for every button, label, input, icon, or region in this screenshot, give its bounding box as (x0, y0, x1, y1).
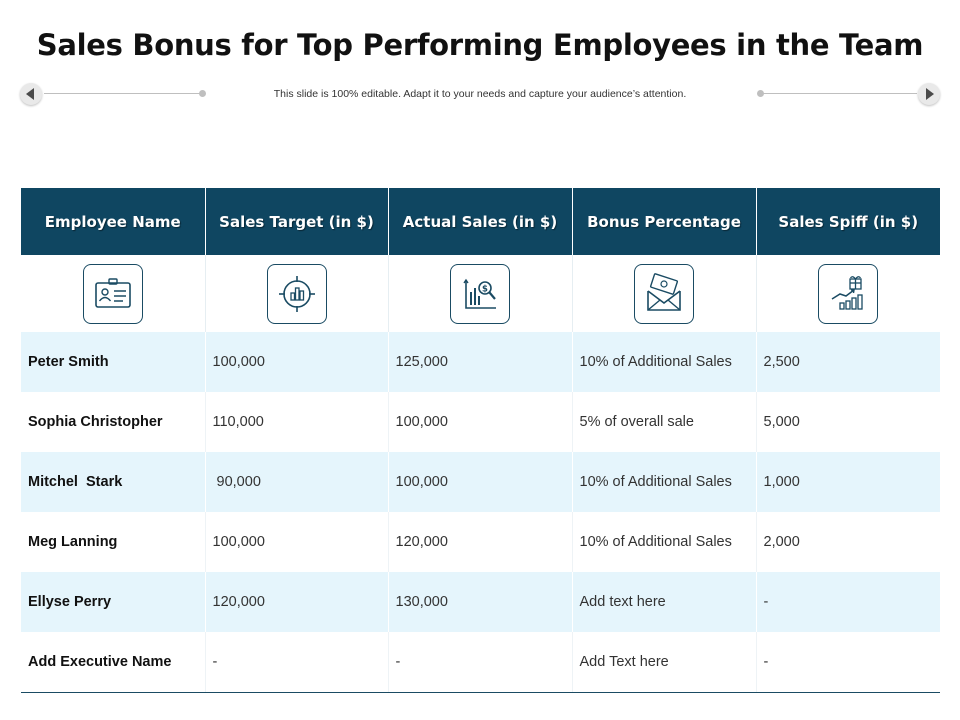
sales-spiff-cell: 1,000 (756, 452, 940, 512)
employee-name-cell: Meg Lanning (21, 512, 205, 572)
next-button[interactable] (918, 83, 940, 105)
actual-sales-cell: 100,000 (388, 392, 572, 452)
slide-subtitle: This slide is 100% editable. Adapt it to your needs and capture your audience’s attention. (273, 88, 687, 100)
sales-target-cell: 110,000 (205, 392, 388, 452)
subtitle-bar (0, 80, 960, 108)
sales-target-cell: 120,000 (205, 572, 388, 632)
table-row (21, 512, 940, 572)
table-row (21, 332, 940, 392)
sales-target-cell: 100,000 (205, 512, 388, 572)
table-header-row (21, 188, 940, 255)
money-envelope-icon (634, 264, 694, 324)
header-actual-sales: Actual Sales (in $) (388, 188, 572, 255)
sales-target-cell: 90,000 (205, 452, 388, 512)
employee-name-cell: Mitchel Stark (21, 452, 205, 512)
bonus-percentage-cell: 10% of Additional Sales (572, 512, 756, 572)
sales-analysis-icon (450, 264, 510, 324)
employee-name-cell: Add Executive Name (21, 632, 205, 693)
sales-target-cell: - (205, 632, 388, 693)
divider-line-right (761, 93, 917, 94)
svg-text:$: $ (482, 284, 488, 294)
bonus-percentage-cell: Add text here (572, 572, 756, 632)
actual-sales-cell: 120,000 (388, 512, 572, 572)
header-bonus-percentage: Bonus Percentage (572, 188, 756, 255)
sales-bonus-table (21, 188, 940, 693)
id-card-icon (83, 264, 143, 324)
slide-title: Sales Bonus for Top Performing Employees in the Team (36, 28, 924, 62)
header-sales-spiff: Sales Spiff (in $) (756, 188, 940, 255)
sales-spiff-cell: - (756, 632, 940, 693)
employee-name-cell: Ellyse Perry (21, 572, 205, 632)
bonus-percentage-cell: 5% of overall sale (572, 392, 756, 452)
growth-gift-icon (818, 264, 878, 324)
actual-sales-cell: 130,000 (388, 572, 572, 632)
sales-spiff-cell: - (756, 572, 940, 632)
actual-sales-cell: - (388, 632, 572, 693)
bonus-percentage-cell: 10% of Additional Sales (572, 452, 756, 512)
actual-sales-cell: 125,000 (388, 332, 572, 392)
chevron-right-icon (918, 83, 940, 105)
sales-spiff-cell: 5,000 (756, 392, 940, 452)
employee-name-cell: Sophia Christopher (21, 392, 205, 452)
target-chart-icon (267, 264, 327, 324)
icon-row (21, 255, 940, 332)
employee-name-cell: Peter Smith (21, 332, 205, 392)
actual-sales-cell: 100,000 (388, 452, 572, 512)
sales-target-cell: 100,000 (205, 332, 388, 392)
bonus-percentage-cell: 10% of Additional Sales (572, 332, 756, 392)
table-row (21, 452, 940, 512)
header-sales-target: Sales Target (in $) (205, 188, 388, 255)
table-row (21, 632, 940, 693)
table-row (21, 572, 940, 632)
table-row (21, 392, 940, 452)
sales-spiff-cell: 2,000 (756, 512, 940, 572)
bonus-percentage-cell: Add Text here (572, 632, 756, 693)
header-employee-name: Employee Name (21, 188, 205, 255)
sales-spiff-cell: 2,500 (756, 332, 940, 392)
